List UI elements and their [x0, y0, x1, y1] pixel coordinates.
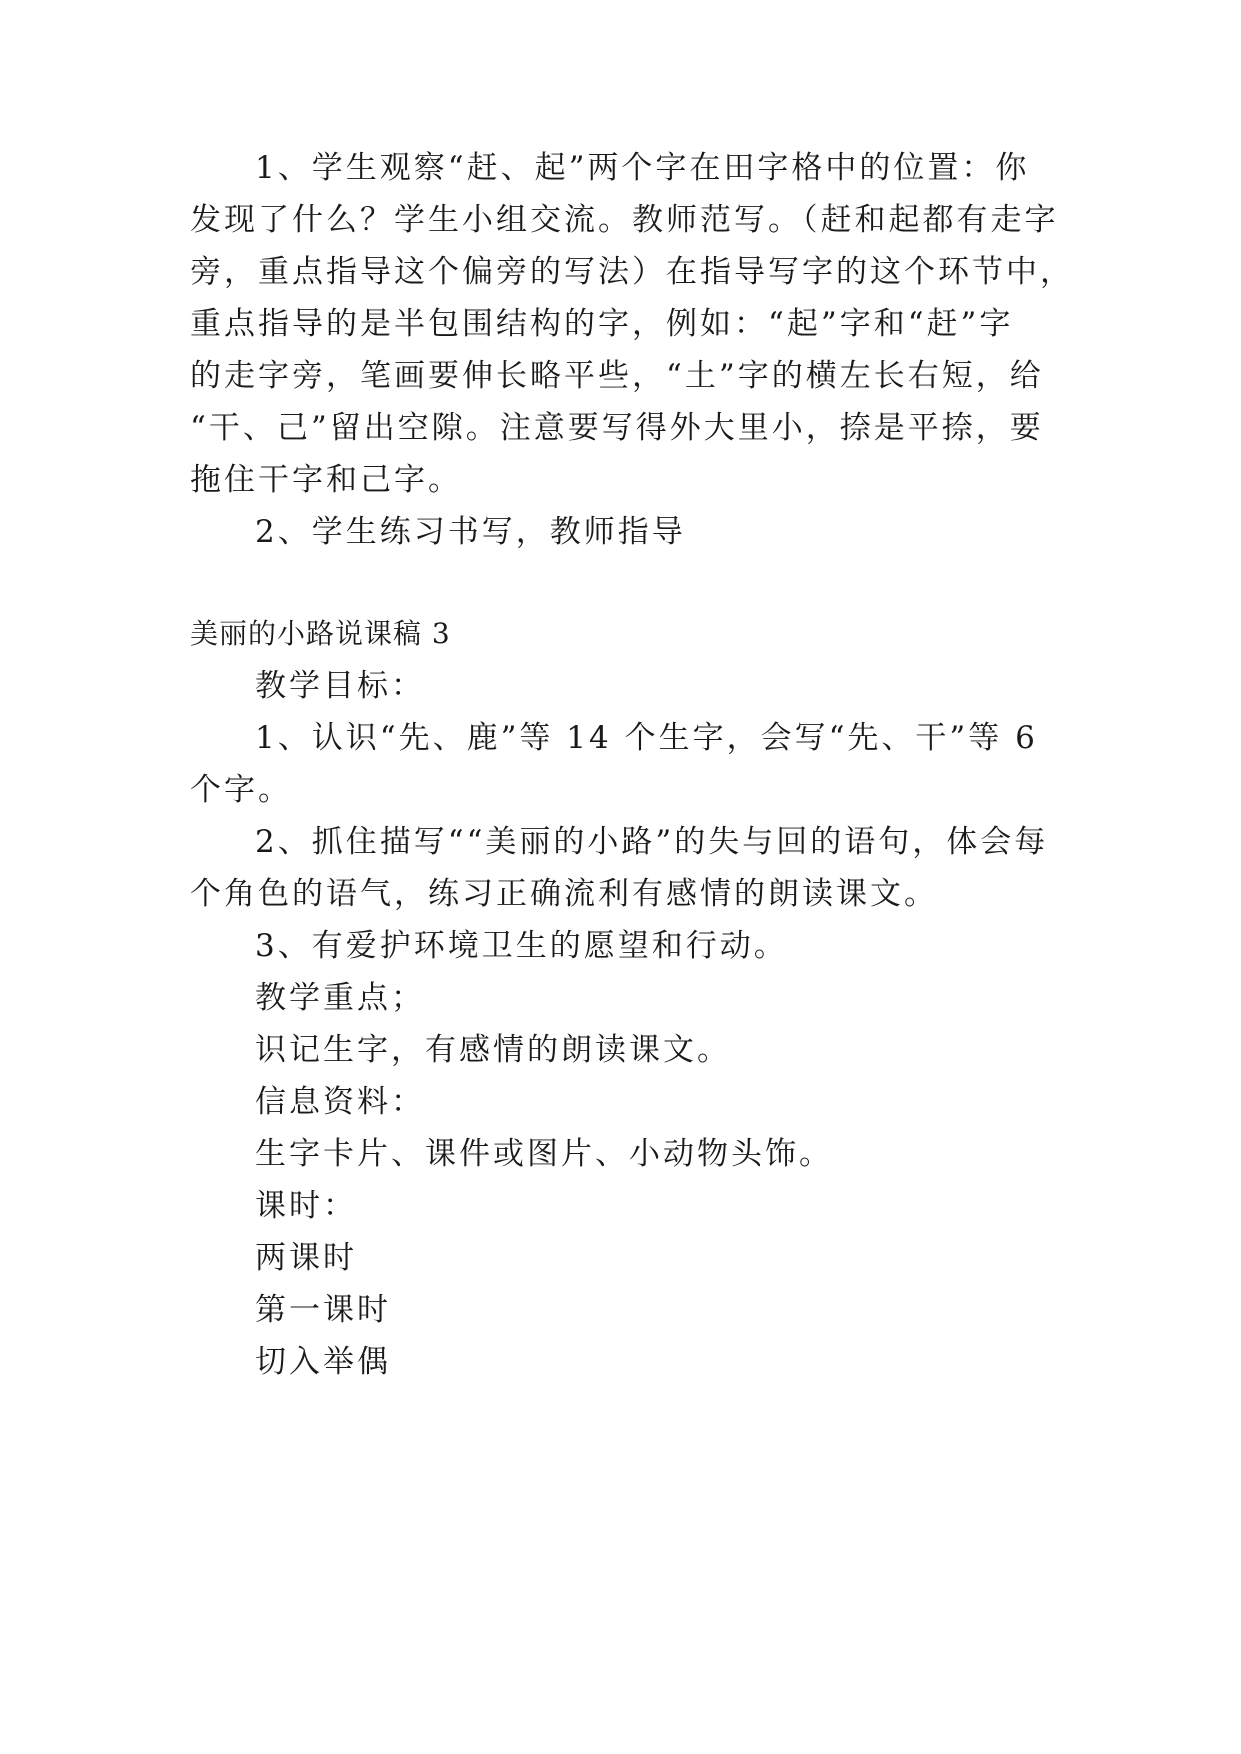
goal-line: 3、有爱护环境卫生的愿望和行动。 — [255, 928, 788, 964]
focus-text: 识记生字，有感情的朗读课文。 — [255, 1032, 731, 1068]
materials-text: 生字卡片、课件或图片、小动物头饰。 — [255, 1136, 833, 1172]
paragraph-line: 拖住干字和己字。 — [190, 462, 462, 498]
paragraph-line: 的走字旁，笔画要伸长略平些，“土”字的横左长右短，给 — [190, 358, 1044, 394]
paragraph-line: 重点指导的是半包围结构的字，例如：“起”字和“赶”字 — [190, 306, 1014, 342]
paragraph-line: 发现了什么？学生小组交流。教师范写。（赶和起都有走字 — [190, 202, 1059, 238]
paragraph: 2、学生练习书写，教师指导 — [255, 514, 686, 550]
paragraph-line: 旁，重点指导这个偏旁的写法）在指导写字的这个环节中， — [190, 254, 1074, 290]
goal-line: 2、抓住描写““美丽的小路”的失与回的语句，体会每 — [255, 824, 1049, 860]
paragraph-line: “干、己”留出空隙。注意要写得外大里小，捺是平捺，要 — [190, 410, 1044, 446]
goal-line: 个角色的语气，练习正确流利有感情的朗读课文。 — [190, 876, 938, 912]
hours-text: 两课时 — [255, 1240, 357, 1276]
materials-label: 信息资料： — [255, 1084, 425, 1120]
section-title: 美丽的小路说课稿 3 — [190, 617, 451, 650]
goals-label: 教学目标： — [255, 668, 425, 704]
hours-label: 课时： — [255, 1188, 357, 1224]
paragraph-line: 1、学生观察“赶、起”两个字在田字格中的位置：你 — [255, 150, 1030, 186]
first-hour-label: 第一课时 — [255, 1292, 391, 1328]
goal-line: 个字。 — [190, 772, 292, 808]
intro-label: 切入举偶 — [255, 1344, 391, 1380]
goal-line: 1、认识“先、鹿”等 14 个生字，会写“先、干”等 6 — [255, 720, 1038, 756]
focus-label: 教学重点； — [255, 980, 425, 1016]
